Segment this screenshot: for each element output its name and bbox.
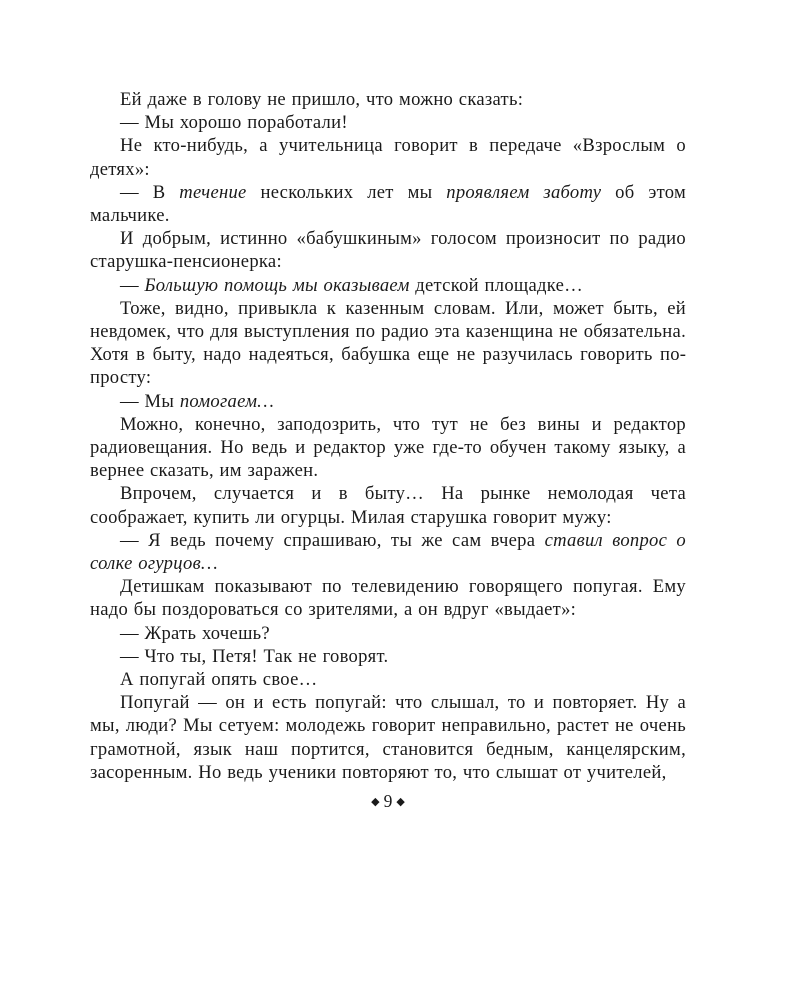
text-run: детской площадке… xyxy=(409,274,584,296)
text-block xyxy=(90,88,686,784)
italic-text-run: помогаем… xyxy=(179,390,275,412)
text-run: Ей даже в голову не пришло, что можно сказать: xyxy=(120,89,524,110)
italic-text-run: Большую помощь мы оказываем xyxy=(144,274,410,296)
paragraph xyxy=(90,88,686,111)
paragraph xyxy=(90,227,686,273)
text-run: нескольких лет мы xyxy=(246,181,447,203)
italic-text-run: течение xyxy=(179,181,247,203)
text-run: — Что ты, Петя! Так не говорят. xyxy=(120,645,389,667)
paragraph xyxy=(90,413,686,483)
text-run: Детишкам показывают по телевидению говорящего попугая. Ему надо бы поздороваться со зрителями, а он вдруг «выдает»: xyxy=(90,576,686,621)
text-run: — Мы хорошо поработали! xyxy=(120,112,348,134)
paragraph xyxy=(90,645,686,668)
text-run: об этом мальчике. xyxy=(90,181,686,227)
text-run: — Мы xyxy=(120,390,180,412)
footer-ornament-left-icon: ◆ xyxy=(371,796,380,809)
text-run: — xyxy=(120,274,145,296)
paragraph xyxy=(90,297,686,390)
text-run: — Жрать хочешь? xyxy=(120,622,270,644)
text-run: Не кто-нибудь, а учительница говорит в передаче «Взрослым о детях»: xyxy=(90,135,686,180)
text-run: А попугай опять свое… xyxy=(120,669,318,691)
italic-text-run: проявляем заботу xyxy=(446,181,602,203)
paragraph xyxy=(90,668,686,691)
paragraph xyxy=(90,390,686,413)
paragraph xyxy=(90,111,686,134)
page-footer xyxy=(90,791,686,812)
text-run: Можно, конечно, заподозрить, что тут не без вины и редактор радиовещания. Но ведь и редактор уже где-то обучен такому языку, а вернее сказать, им заражен. xyxy=(90,413,686,482)
text-run: Попугай — он и есть попугай: что слышал, то и повторяет. Ну а мы, люди? Мы сетуем: молодежь говорит неправильно, растет не очень грамотной, язык наш портится, становится бедным, канцелярским, засоренным. Но ведь ученики повторяют то, что слышат от учителей, xyxy=(90,692,686,783)
italic-text-run: ставил вопрос о солке огурцов… xyxy=(90,529,687,575)
paragraph xyxy=(90,529,686,575)
text-run: Тоже, видно, привыкла к казенным словам. Или, может быть, ей невдомек, что для выступления по радио эта казенщина не обязательна. Хотя в быту, надо надеяться, бабушка еще не разучилась говорить попросту: xyxy=(90,297,686,389)
page-number: 9 xyxy=(383,791,393,812)
paragraph xyxy=(90,575,686,621)
paragraph xyxy=(90,134,686,180)
text-run: Впрочем, случается и в быту… На рынке немолодая чета соображает, купить ли огурцы. Милая старушка говорит мужу: xyxy=(90,483,686,528)
text-run: — В xyxy=(120,181,180,203)
paragraph xyxy=(90,482,686,528)
paragraph xyxy=(90,274,686,297)
footer-ornament-right-icon: ◆ xyxy=(396,796,405,809)
paragraph xyxy=(90,622,686,645)
paragraph xyxy=(90,691,686,784)
text-run: — Я ведь почему спрашиваю, ты же сам вчера xyxy=(120,529,545,551)
text-run: И добрым, истинно «бабушкиным» голосом произносит по радио старушка-пенсионерка: xyxy=(90,228,686,273)
paragraph xyxy=(90,181,686,227)
